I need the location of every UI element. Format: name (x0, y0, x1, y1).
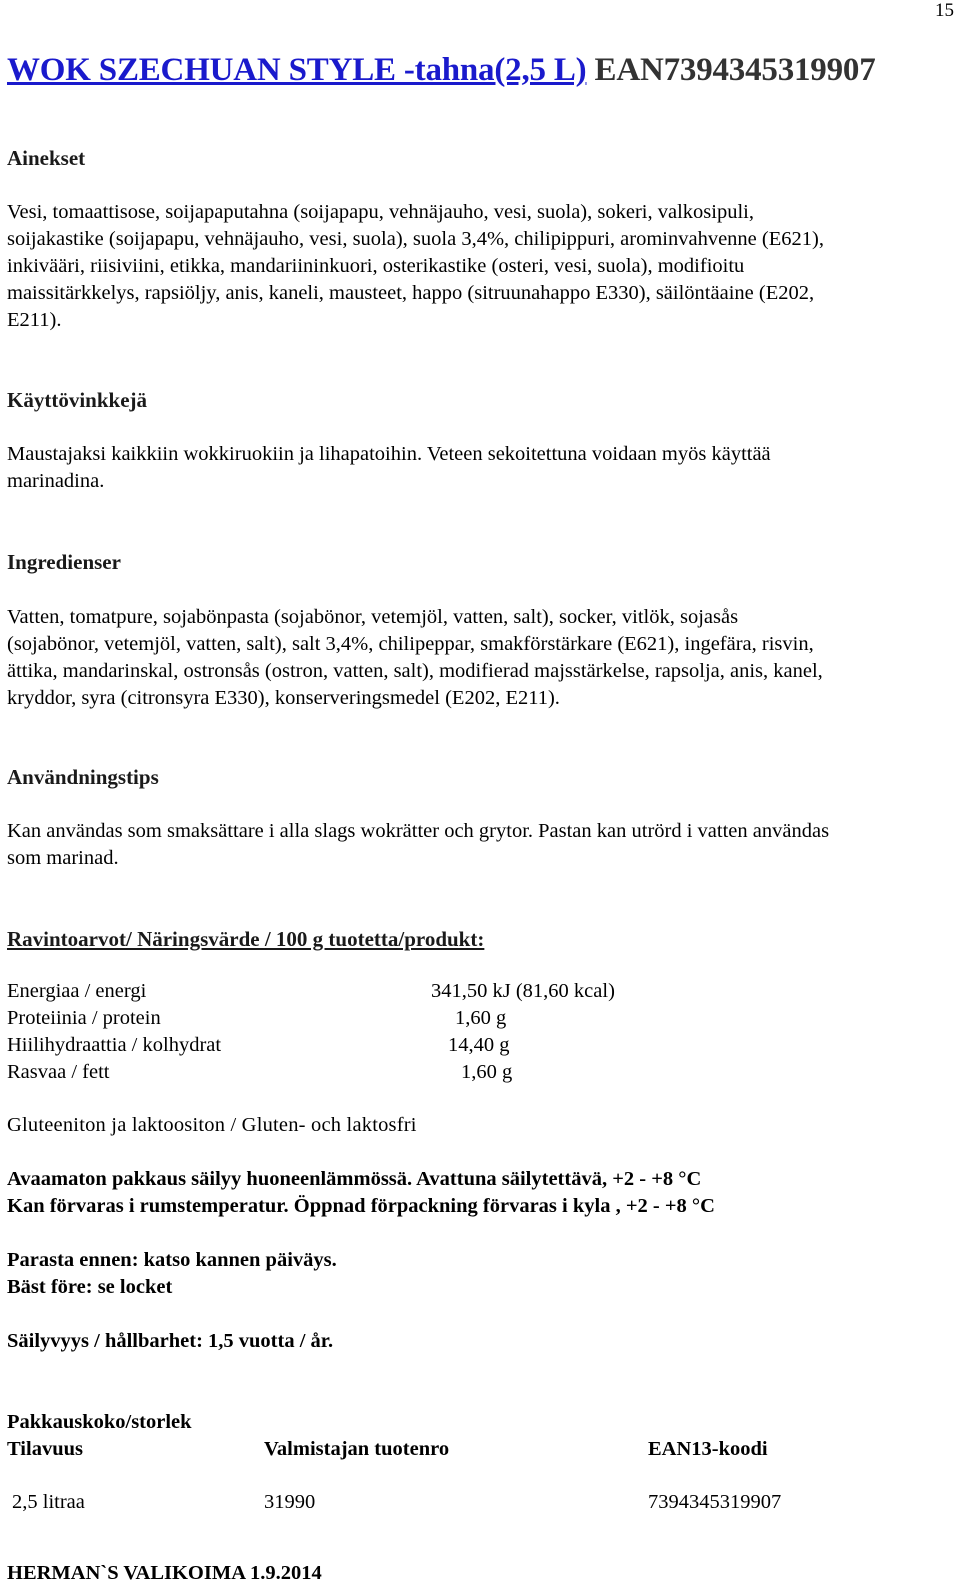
nutrition-value: 341,50 kJ (81,60 kcal) (431, 980, 615, 1002)
nutrition-value: 1,60 g (455, 1007, 507, 1029)
nutrition-value: 1,60 g (461, 1061, 513, 1083)
storage-line-fi: Avaamaton pakkaus säilyy huoneenlämmössä. Avattuna säilytettävä, +2 - +8 °C (7, 1168, 702, 1190)
nutrition-label: Proteiinia / protein (7, 1007, 161, 1029)
sv-ingredients-heading: Ingredienser (7, 550, 121, 574)
shelf-life: Säilyvyys / hållbarhet: 1,5 vuotta / år. (7, 1330, 334, 1352)
sv-ingredients-text (7, 604, 952, 712)
page-title (7, 52, 876, 89)
package-cell: 31990 (264, 1491, 316, 1513)
package-col-header: EAN13-koodi (648, 1438, 768, 1460)
package-heading: Pakkauskoko/storlek (7, 1411, 192, 1433)
package-cell: 2,5 litraa (12, 1491, 85, 1513)
title-ean: EAN7394345319907 (594, 52, 876, 88)
page-number: 15 (935, 0, 954, 21)
product-link[interactable]: WOK SZECHUAN STYLE -tahna(2,5 L) (7, 52, 587, 88)
fi-tips-text (7, 441, 952, 495)
fi-tips-heading: Käyttövinkkejä (7, 388, 148, 412)
text-line: (sojabönor, vetemjöl, vatten, salt), salt 3,4%, chilipeppar, smakförstärkare (E621), ingefära, risvin, (7, 633, 814, 655)
text-line: inkivääri, riisiviini, etikka, mandariininkuori, osterikastike (osteri, vesi, suola), modifioitu (7, 255, 745, 277)
sv-tips-text (7, 818, 952, 872)
text-line: Vatten, tomatpure, sojabönpasta (sojabönor, vetemjöl, vatten, salt), socker, vitlök, sojasås (7, 606, 739, 628)
fi-ingredients-text (7, 199, 952, 334)
gluten-lactose-note: Gluteeniton ja laktoositon / Gluten- och laktosfri (7, 1114, 417, 1136)
text-line: Kan användas som smaksättare i alla slags wokrätter och grytor. Pastan kan utrörd i vatten användas (7, 820, 830, 842)
nutrition-label: Hiilihydraattia / kolhydrat (7, 1034, 222, 1056)
nutrition-heading: Ravintoarvot/ Näringsvärde / 100 g tuotetta/produkt: (7, 927, 485, 951)
nutrition-value: 14,40 g (448, 1034, 510, 1056)
package-col-header: Tilavuus (7, 1438, 83, 1460)
fi-ingredients-heading: Ainekset (7, 146, 86, 170)
text-line: marinadina. (7, 470, 105, 492)
best-before-sv: Bäst före: se locket (7, 1276, 173, 1298)
storage-line-sv: Kan förvaras i rumstemperatur. Öppnad förpackning förvaras i kyla , +2 - +8 °C (7, 1195, 715, 1217)
footer: HERMAN`S VALIKOIMA 1.9.2014 (7, 1562, 322, 1584)
nutrition-label: Energiaa / energi (7, 980, 147, 1002)
package-cell: 7394345319907 (648, 1491, 782, 1513)
text-line: Maustajaksi kaikkiin wokkiruokiin ja lihapatoihin. Veteen sekoitettuna voidaan myös käyttää (7, 443, 771, 465)
text-line: ättika, mandarinskal, ostronsås (ostron, vatten, salt), modifierad majsstärkelse, rapsolja, anis, kanel, (7, 660, 823, 682)
text-line: maissitärkkelys, rapsiöljy, anis, kaneli, mausteet, happo (sitruunahappo E330), säilöntäaine (E202, (7, 282, 815, 304)
nutrition-label: Rasvaa / fett (7, 1061, 110, 1083)
package-col-header: Valmistajan tuotenro (264, 1438, 450, 1460)
sv-tips-heading: Användningstips (7, 765, 159, 789)
text-line: Vesi, tomaattisose, soijapaputahna (soijapapu, vehnäjauho, vesi, suola), sokeri, valkosipuli, (7, 201, 754, 223)
best-before-fi: Parasta ennen: katso kannen päiväys. (7, 1249, 337, 1271)
text-line: E211). (7, 309, 62, 331)
text-line: soijakastike (soijapapu, vehnäjauho, vesi, suola), suola 3,4%, chilipippuri, arominvahvenne (E621), (7, 228, 824, 250)
text-line: kryddor, syra (citronsyra E330), konserveringsmedel (E202, E211). (7, 687, 560, 709)
text-line: som marinad. (7, 847, 119, 869)
